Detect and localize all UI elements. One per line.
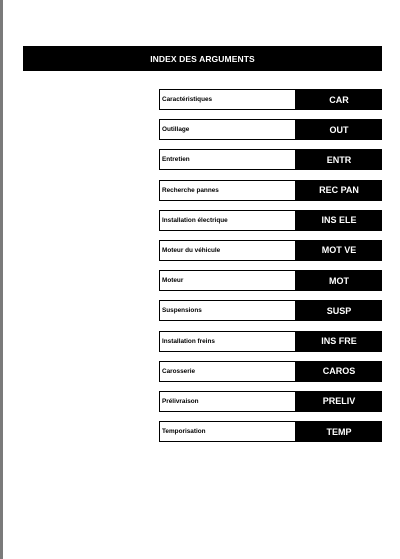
index-list — [159, 89, 382, 451]
index-item-code[interactable]: MOT — [296, 270, 382, 291]
index-item-label: Caractéristiques — [159, 89, 296, 110]
index-item-label: Installation électrique — [159, 210, 296, 231]
index-item-label: Installation freins — [159, 331, 296, 352]
index-item-code[interactable]: PRELIV — [296, 391, 382, 412]
index-item-label: Temporisation — [159, 421, 296, 442]
index-item-caracteristiques[interactable] — [159, 89, 382, 110]
index-item-outillage[interactable] — [159, 119, 382, 140]
index-item-recherche-pannes[interactable] — [159, 180, 382, 201]
index-item-code[interactable]: OUT — [296, 119, 382, 140]
index-item-code[interactable]: INS ELE — [296, 210, 382, 231]
index-item-label: Entretien — [159, 149, 296, 170]
index-item-entretien[interactable] — [159, 149, 382, 170]
page-left-edge — [0, 0, 3, 559]
index-title: INDEX DES ARGUMENTS — [150, 53, 255, 64]
index-item-suspensions[interactable] — [159, 300, 382, 321]
index-item-moteur[interactable] — [159, 270, 382, 291]
index-item-code[interactable]: ENTR — [296, 149, 382, 170]
index-item-carosserie[interactable] — [159, 361, 382, 382]
index-item-code[interactable]: MOT VE — [296, 240, 382, 261]
index-item-code[interactable]: INS FRE — [296, 331, 382, 352]
index-item-installation-freins[interactable] — [159, 331, 382, 352]
index-item-label: Recherche pannes — [159, 180, 296, 201]
index-item-label: Carosserie — [159, 361, 296, 382]
index-item-label: Suspensions — [159, 300, 296, 321]
index-item-prelivraison[interactable] — [159, 391, 382, 412]
index-item-moteur-du-vehicule[interactable] — [159, 240, 382, 261]
index-item-label: Outillage — [159, 119, 296, 140]
index-item-label: Prélivraison — [159, 391, 296, 412]
index-item-code[interactable]: REC PAN — [296, 180, 382, 201]
index-item-installation-electrique[interactable] — [159, 210, 382, 231]
index-item-label: Moteur — [159, 270, 296, 291]
index-item-code[interactable]: CAR — [296, 89, 382, 110]
index-title-bar — [23, 46, 382, 71]
index-item-label: Moteur du véhicule — [159, 240, 296, 261]
index-item-code[interactable]: SUSP — [296, 300, 382, 321]
index-item-code[interactable]: CAROS — [296, 361, 382, 382]
index-item-temporisation[interactable] — [159, 421, 382, 442]
index-item-code[interactable]: TEMP — [296, 421, 382, 442]
